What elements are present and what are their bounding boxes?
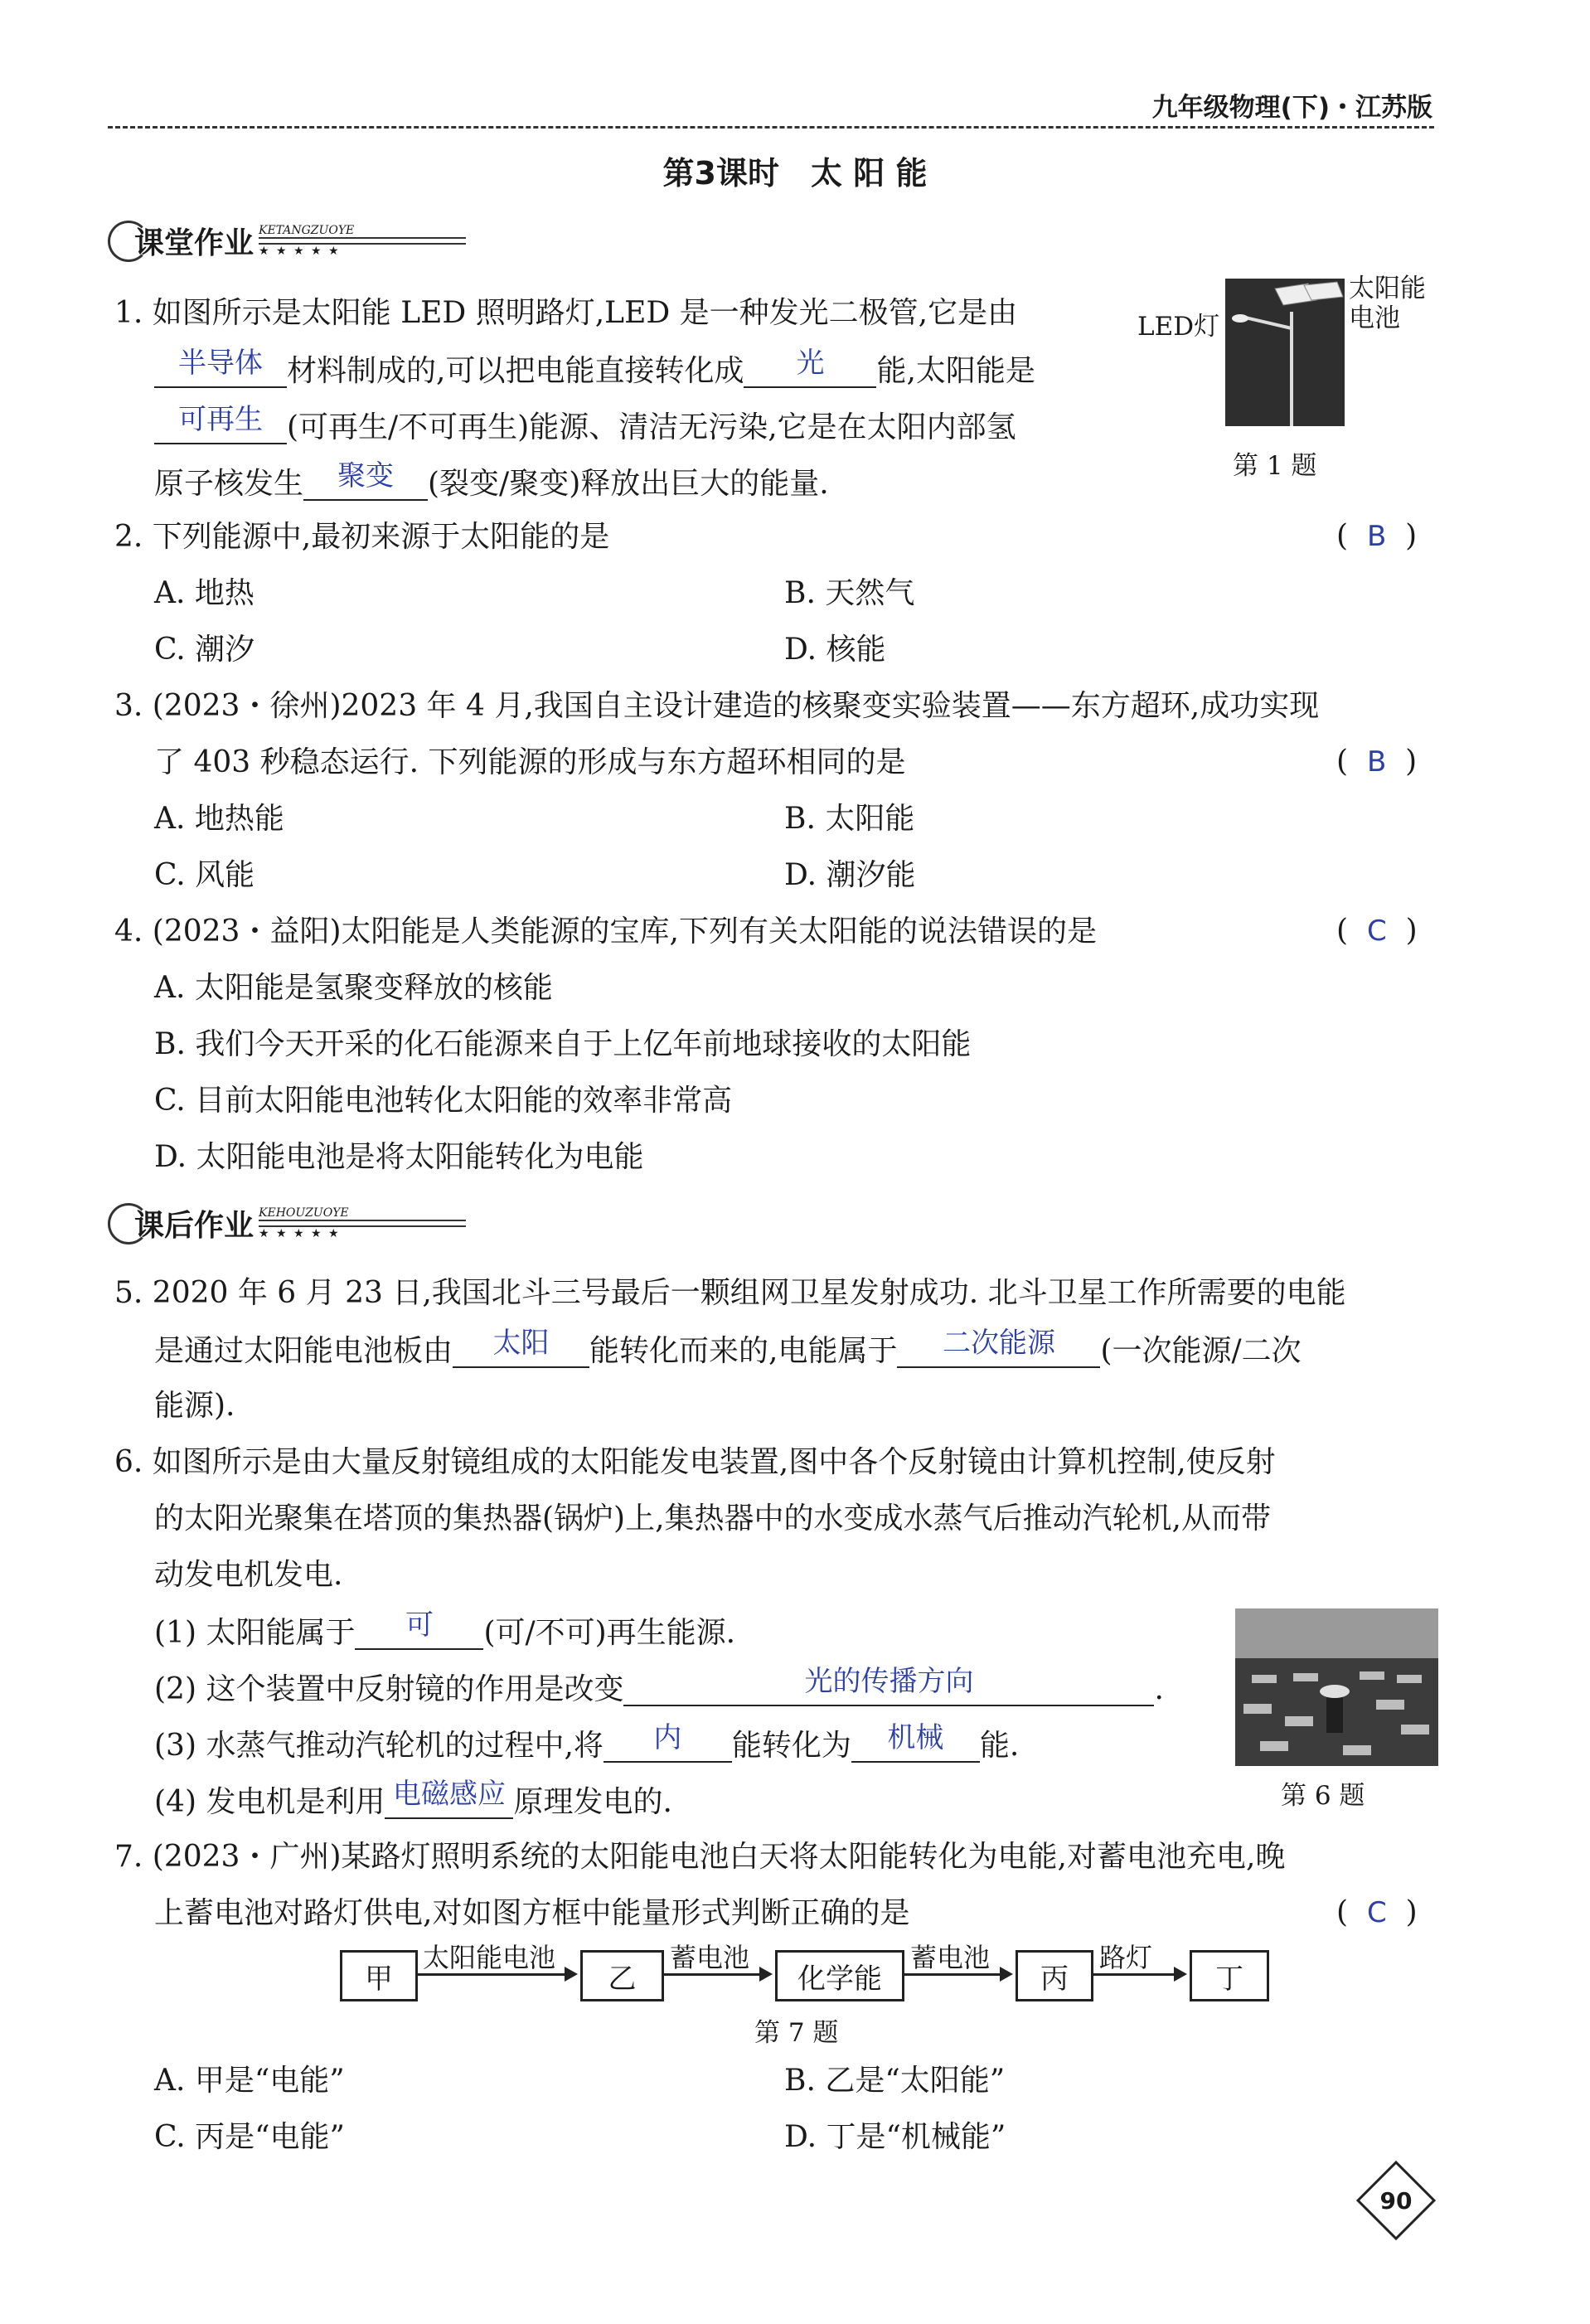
q6-line1: 6. 如图所示是由大量反射镜组成的太阳能发电装置,图中各个反射镜由计算机控制,使反射 xyxy=(114,1445,1276,1479)
q1-line1: 1. 如图所示是太阳能 LED 照明路灯,LED 是一种发光二极管,它是由 xyxy=(114,296,1018,330)
q3-line1: 3. (2023・徐州)2023 年 4 月,我国自主设计建造的核聚变实验装置——东方超环,成功实现 xyxy=(114,689,1320,723)
streetlight-image xyxy=(1225,279,1345,426)
q4-option-a: A. 太阳能是氢聚变释放的核能 xyxy=(154,971,553,1005)
q3-option-d: D. 潮汐能 xyxy=(784,858,916,892)
q3-option-a: A. 地热能 xyxy=(154,802,284,836)
q6-answer1: 可 xyxy=(405,1608,434,1642)
book-header: 九年级物理(下)・江苏版 xyxy=(1151,93,1432,123)
q1-line4: 原子核发生 聚变 (裂变/聚变)释放出巨大的能量. xyxy=(154,459,829,501)
arrow-1-label: 太阳能电池 xyxy=(423,1942,556,1973)
fig1-label-panel: 太阳能 电池 xyxy=(1349,274,1426,333)
q6-blank5 xyxy=(385,1778,513,1819)
q6-sub2: (2) 这个装置中反射镜的作用是改变 光的传播方向 . xyxy=(154,1665,1164,1706)
q6-sub3: (3) 水蒸气推动汽轮机的过程中,将 内 能转化为 机械 能. xyxy=(154,1721,1020,1763)
arrow-4-label: 路灯 xyxy=(1099,1942,1153,1973)
q4-answer-paren: ( C ) xyxy=(1336,914,1418,948)
arrow-1-head-icon xyxy=(565,1967,578,1982)
q1-answer2: 光 xyxy=(796,347,825,380)
q5-line2: 是通过太阳能电池板由 太阳 能转化而来的,电能属于 二次能源 (一次能源/二次 xyxy=(154,1327,1302,1368)
arrow-2-label: 蓄电池 xyxy=(670,1942,750,1973)
section-homework xyxy=(108,1202,466,1244)
section-rule xyxy=(259,237,466,245)
q7-answer-paren: ( C ) xyxy=(1336,1895,1418,1929)
fig1-label-led: LED灯 xyxy=(1137,312,1220,342)
section-stars: ★ ★ ★ ★ ★ xyxy=(259,1227,341,1240)
header-divider xyxy=(108,126,1434,129)
q3-option-c: C. 风能 xyxy=(154,858,255,892)
q1-answer1: 半导体 xyxy=(178,347,263,380)
q6-sub4: (4) 发电机是利用 电磁感应 原理发电的. xyxy=(154,1778,672,1819)
q2-answer-paren: ( B ) xyxy=(1336,519,1418,553)
arrow-2-head-icon xyxy=(759,1967,773,1982)
q1-answer3: 可再生 xyxy=(178,403,263,436)
q6-answer4: 机械 xyxy=(887,1721,944,1754)
q6-sub1: (1) 太阳能属于 可 (可/不可)再生能源. xyxy=(154,1608,736,1650)
section-label: 课堂作业 xyxy=(134,226,254,260)
q7-line2: 上蓄电池对路灯供电,对如图方框中能量形式判断正确的是 xyxy=(154,1896,910,1930)
arrow-3-head-icon xyxy=(1000,1967,1013,1982)
q2-option-b: B. 天然气 xyxy=(784,576,915,610)
q1-answer4: 聚变 xyxy=(337,459,395,492)
q2-answer: B xyxy=(1366,520,1387,553)
q6-answer5: 电磁感应 xyxy=(392,1778,506,1811)
q7-option-b: B. 乙是“太阳能” xyxy=(784,2064,1006,2098)
q6-answer3: 内 xyxy=(653,1721,682,1754)
q2-option-d: D. 核能 xyxy=(784,633,886,667)
q5-blank2 xyxy=(897,1327,1100,1368)
section-classwork xyxy=(108,220,466,262)
q5-line1: 5. 2020 年 6 月 23 日,我国北斗三号最后一颗组网卫星发射成功. 北斗卫星工作所需要的电能 xyxy=(114,1276,1346,1310)
q6-answer2: 光的传播方向 xyxy=(804,1665,974,1698)
q7-option-d: D. 丁是“机械能” xyxy=(784,2120,1006,2154)
q7-option-c: C. 丙是“电能” xyxy=(154,2120,345,2154)
box-chemical-energy: 化学能 xyxy=(775,1950,904,2001)
box-yi: 乙 xyxy=(580,1950,664,2001)
q1-blank3 xyxy=(154,403,287,444)
q3-answer: B xyxy=(1366,745,1387,779)
q3-line2: 了 403 秒稳态运行. 下列能源的形成与东方超环相同的是 xyxy=(154,745,906,779)
q5-answer2: 二次能源 xyxy=(942,1327,1055,1360)
fig7-caption: 第 7 题 xyxy=(754,2018,839,2048)
lesson-title: 第3课时 太 阳 能 xyxy=(662,155,928,192)
q5-answer1: 太阳 xyxy=(492,1327,550,1360)
q4-answer: C xyxy=(1366,915,1387,948)
section-pinyin: KETANGZUOYE xyxy=(259,224,355,237)
q5-blank1 xyxy=(453,1327,589,1368)
section-label: 课后作业 xyxy=(134,1209,254,1243)
streetlight-photo xyxy=(1225,279,1345,426)
q5-line3: 能源). xyxy=(154,1389,235,1423)
q4-option-d: D. 太阳能电池是将太阳能转化为电能 xyxy=(154,1140,644,1174)
section-rule xyxy=(259,1220,466,1227)
q7-answer: C xyxy=(1366,1896,1387,1929)
q7-line1: 7. (2023・广州)某路灯照明系统的太阳能电池白天将太阳能转化为电能,对蓄电池充电,晚 xyxy=(114,1840,1286,1874)
box-jia: 甲 xyxy=(340,1950,418,2001)
section-stars: ★ ★ ★ ★ ★ xyxy=(259,245,341,258)
q1-line3: 可再生 (可再生/不可再生)能源、清洁无污染,它是在太阳内部氢 xyxy=(154,410,1016,444)
fig1-caption: 第 1 题 xyxy=(1233,451,1317,481)
arrow-3-label: 蓄电池 xyxy=(910,1942,991,1973)
q2-option-c: C. 潮汐 xyxy=(154,633,255,667)
solar-tower-photo xyxy=(1235,1608,1438,1766)
q6-blank1 xyxy=(355,1608,483,1650)
q4-option-b: B. 我们今天开采的化石能源来自于上亿年前地球接收的太阳能 xyxy=(154,1027,972,1061)
page-number-badge xyxy=(1356,2161,1436,2240)
fig6-caption: 第 6 题 xyxy=(1281,1781,1365,1811)
q4-stem: 4. (2023・益阳)太阳能是人类能源的宝库,下列有关太阳能的说法错误的是 xyxy=(114,915,1097,949)
q6-line2: 的太阳光聚集在塔顶的集热器(锅炉)上,集热器中的水变成水蒸气后推动汽轮机,从而带 xyxy=(154,1502,1271,1536)
solar-tower-image xyxy=(1235,1608,1438,1766)
q6-line3: 动发电机发电. xyxy=(154,1558,343,1592)
q6-blank3 xyxy=(604,1721,732,1763)
q6-blank4 xyxy=(851,1721,980,1763)
box-ding: 丁 xyxy=(1190,1950,1269,2001)
q2-option-a: A. 地热 xyxy=(154,576,254,610)
q1-blank2 xyxy=(744,347,876,388)
arrow-4-head-icon xyxy=(1174,1967,1187,1982)
q4-option-c: C. 目前太阳能电池转化太阳能的效率非常高 xyxy=(154,1084,733,1118)
section-pinyin: KEHOUZUOYE xyxy=(259,1206,349,1220)
q2-stem: 2. 下列能源中,最初来源于太阳能的是 xyxy=(114,520,610,554)
q3-option-b: B. 太阳能 xyxy=(784,802,915,836)
q1-blank4 xyxy=(303,459,428,501)
q7-option-a: A. 甲是“电能” xyxy=(154,2064,345,2098)
box-bing: 丙 xyxy=(1016,1950,1093,2001)
q3-answer-paren: ( B ) xyxy=(1336,745,1418,779)
page-number: 90 xyxy=(1379,2186,1413,2215)
q1-line2: 半导体 材料制成的,可以把电能直接转化成 光 能,太阳能是 xyxy=(154,353,1035,388)
q1-blank1 xyxy=(154,347,287,388)
